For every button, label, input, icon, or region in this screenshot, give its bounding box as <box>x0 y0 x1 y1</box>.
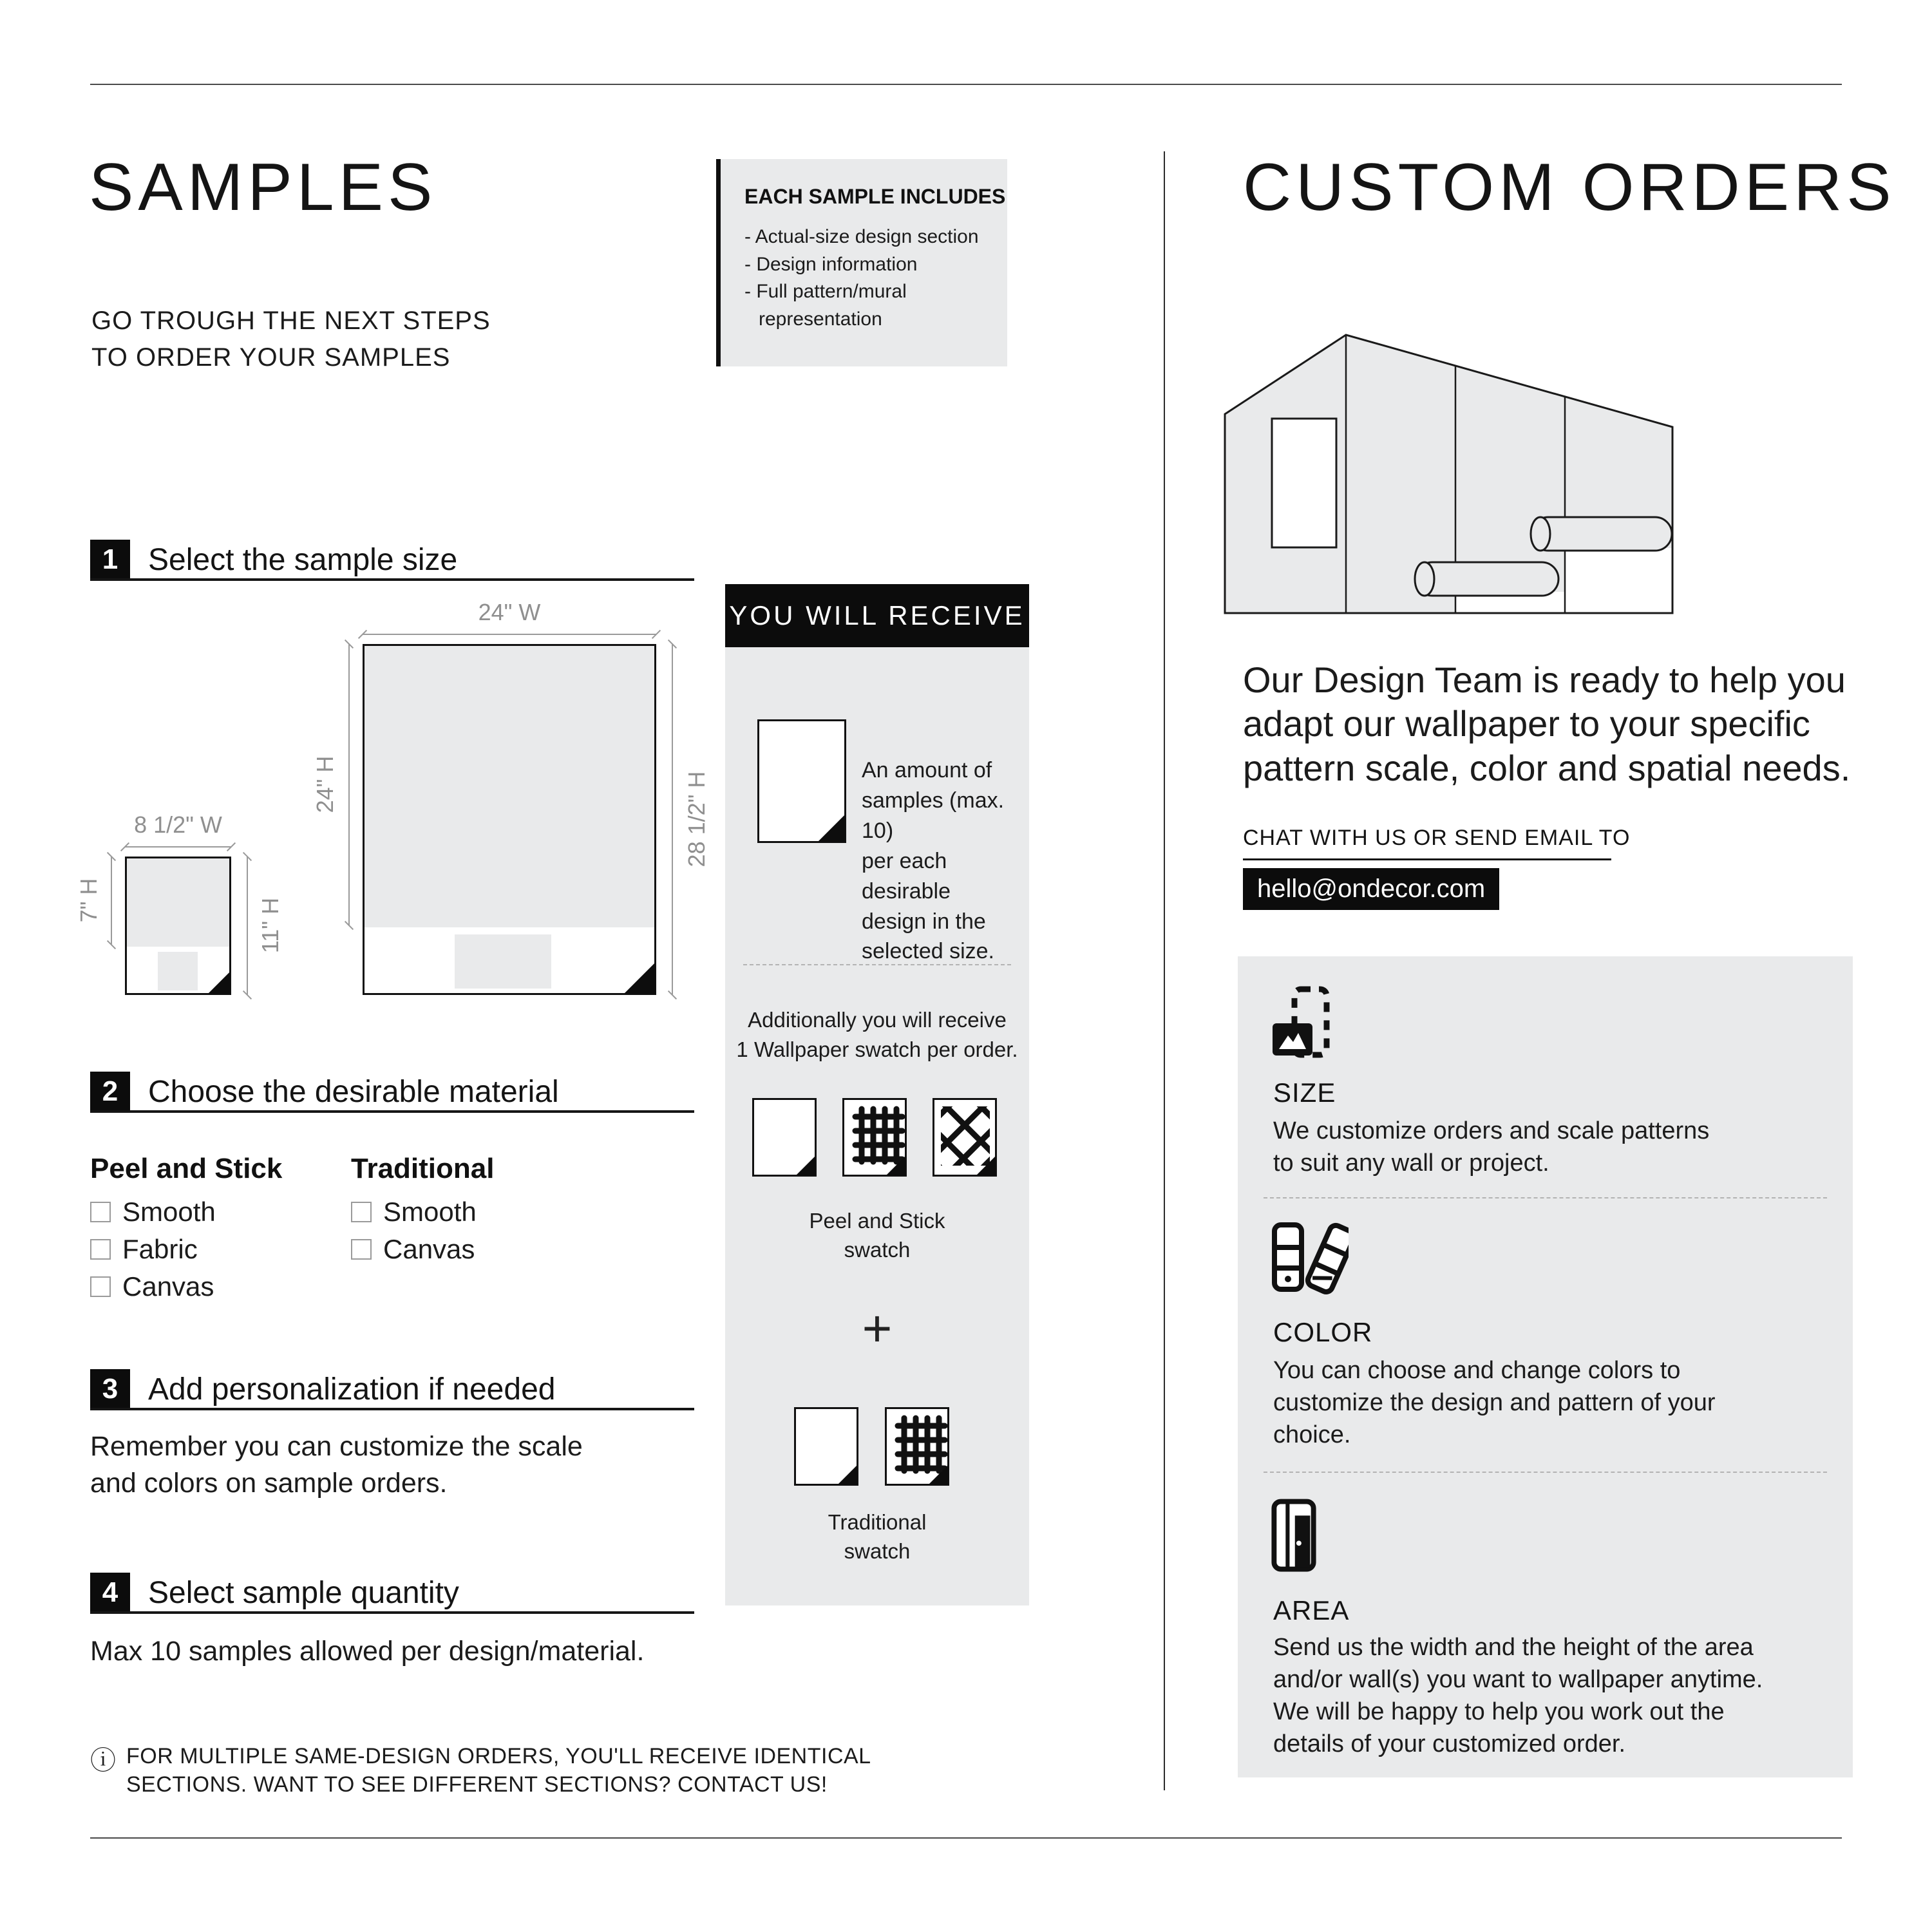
footnote-line1: FOR MULTIPLE SAME-DESIGN ORDERS, YOU'LL RECEIVE IDENTICAL <box>126 1744 871 1768</box>
large-sample-height-full-dimension <box>672 644 673 995</box>
step-3-underline <box>90 1408 694 1410</box>
checkbox-icon[interactable] <box>351 1202 372 1222</box>
window <box>1272 419 1336 547</box>
feature-size-title: SIZE <box>1273 1077 1336 1108</box>
small-sample-diagram <box>125 857 231 995</box>
step-4-underline <box>90 1611 694 1614</box>
samples-intro-line1: GO TROUGH THE NEXT STEPS <box>91 307 491 335</box>
fold-corner-icon <box>929 1465 948 1484</box>
large-sample-width-dimension <box>363 634 656 635</box>
option-peel-canvas <box>90 1271 214 1302</box>
small-sample-height-partial-label: 7" H <box>75 878 102 923</box>
includes-title: EACH SAMPLE INCLUDES <box>744 185 1006 208</box>
small-sample-height-full-dimension <box>247 857 248 995</box>
large-sample-height-partial-dimension <box>348 644 350 925</box>
samples-title: SAMPLES <box>89 150 437 225</box>
samples-amount-line: per each desirable <box>862 848 951 904</box>
contact-label: CHAT WITH US OR SEND EMAIL TO <box>1243 826 1631 850</box>
large-sample-peek-sheet <box>455 934 551 989</box>
additional-text-line1: Additionally you will receive <box>748 1008 1007 1032</box>
peel-swatch-label-line1: Peel and Stick <box>809 1209 945 1233</box>
small-sample-peek-sheet <box>158 952 198 990</box>
small-sample-height-partial-dimension <box>111 857 112 945</box>
samples-amount-line: design in the <box>862 909 986 934</box>
swatch-canvas-grid-icon <box>885 1407 949 1486</box>
fold-corner-icon <box>796 1156 815 1175</box>
option-label: Smooth <box>122 1197 216 1227</box>
house-wallpaper-illustration <box>1224 332 1674 615</box>
large-sample-height-partial-label: 24" H <box>312 755 338 813</box>
custom-orders-title: CUSTOM ORDERS <box>1243 150 1896 225</box>
samples-amount-line: An amount of <box>862 758 992 782</box>
additional-text-line2: 1 Wallpaper swatch per order. <box>736 1037 1018 1061</box>
step-1-title: Select the sample size <box>148 543 458 577</box>
small-sample-width-label: 8 1/2" W <box>134 811 222 838</box>
fold-corner-icon <box>208 972 230 994</box>
dashed-divider <box>1264 1472 1827 1473</box>
column-divider <box>1164 151 1165 1790</box>
step-4-title: Select sample quantity <box>148 1576 459 1610</box>
you-will-receive-panel <box>725 647 1029 1605</box>
wall-door-icon <box>1271 1499 1316 1572</box>
large-sample-width-label: 24" W <box>478 599 541 625</box>
footnote-line2: SECTIONS. WANT TO SEE DIFFERENT SECTIONS? CONTACT US! <box>126 1772 828 1797</box>
color-swatches-icon <box>1271 1222 1349 1296</box>
info-icon: ⓘ <box>90 1747 116 1775</box>
contact-underline <box>1243 858 1611 860</box>
step-1-badge: 1 <box>90 540 130 580</box>
small-sample-design-area <box>127 858 229 947</box>
plus-icon: + <box>862 1300 893 1357</box>
top-rule <box>90 84 1842 85</box>
large-sample-height-full-label: 28 1/2" H <box>683 771 710 867</box>
large-sample-diagram <box>363 644 656 995</box>
checkbox-icon[interactable] <box>90 1202 111 1222</box>
feature-area-text: Send us the width and the height of the area and/or wall(s) you want to wallpaper anytime. We will be happy to help you work out the details of your customized order. <box>1273 1634 1763 1758</box>
includes-item: - Design information <box>744 253 918 275</box>
option-label: Smooth <box>383 1197 477 1227</box>
large-sample-design-area <box>365 646 654 927</box>
fold-corner-icon <box>976 1156 996 1175</box>
option-label: Fabric <box>122 1234 198 1264</box>
option-traditional-canvas <box>351 1234 475 1265</box>
small-sample-height-full-label: 11" H <box>257 897 283 954</box>
dashed-divider <box>1264 1197 1827 1198</box>
step-4-note: Max 10 samples allowed per design/material. <box>90 1636 645 1667</box>
includes-item: - Actual-size design section <box>744 226 979 247</box>
bottom-rule <box>90 1837 1842 1839</box>
custom-features-panel <box>1238 956 1853 1777</box>
fold-corner-icon <box>624 963 655 994</box>
traditional-swatch-label-line1: Traditional <box>828 1510 927 1534</box>
dashed-divider <box>743 964 1011 965</box>
option-peel-smooth <box>90 1197 216 1227</box>
step-3-badge: 3 <box>90 1369 130 1409</box>
checkbox-icon[interactable] <box>90 1276 111 1297</box>
swatch-canvas-crosshatch-icon <box>933 1098 997 1177</box>
swatch-smooth-icon <box>752 1098 817 1177</box>
size-crop-icon <box>1271 986 1342 1058</box>
fold-corner-icon <box>838 1465 857 1484</box>
swatch-smooth-icon <box>794 1407 858 1486</box>
sample-sheet-icon <box>757 719 846 843</box>
material-traditional-title: Traditional <box>351 1153 495 1184</box>
includes-list <box>744 223 1001 333</box>
option-label: Canvas <box>383 1234 475 1264</box>
peel-swatch-label-line2: swatch <box>844 1238 911 1262</box>
option-peel-fabric <box>90 1234 198 1265</box>
step-1-underline <box>90 578 694 581</box>
includes-item: - Full pattern/mural representation <box>744 281 907 330</box>
feature-color-text: You can choose and change colors to customize the design and pattern of your choice. <box>1273 1357 1716 1449</box>
samples-amount-line: samples (max. 10) <box>862 788 1005 843</box>
feature-area-title: AREA <box>1273 1595 1350 1625</box>
traditional-swatch-label-line2: swatch <box>844 1539 911 1563</box>
option-label: Canvas <box>122 1271 214 1302</box>
step-3-note: Remember you can customize the scale and colors on sample orders. <box>90 1431 583 1499</box>
step-2-underline <box>90 1110 694 1113</box>
step-3-title: Add personalization if needed <box>148 1372 556 1406</box>
step-2-title: Choose the desirable material <box>148 1075 559 1109</box>
you-will-receive-header: YOU WILL RECEIVE <box>725 584 1029 647</box>
samples-intro <box>91 303 491 376</box>
swatch-fabric-grid-icon <box>842 1098 907 1177</box>
step-4-badge: 4 <box>90 1573 130 1613</box>
checkbox-icon[interactable] <box>90 1239 111 1260</box>
material-peel-title: Peel and Stick <box>90 1153 283 1184</box>
option-traditional-smooth <box>351 1197 477 1227</box>
email-address[interactable]: hello@ondecor.com <box>1243 868 1499 910</box>
step-2-badge: 2 <box>90 1072 130 1112</box>
includes-accent-bar <box>716 159 721 366</box>
each-sample-includes-box <box>716 159 1007 366</box>
samples-amount-line: selected size. <box>862 939 994 964</box>
samples-amount-text <box>862 755 1029 967</box>
feature-color-title: COLOR <box>1273 1317 1373 1347</box>
checkbox-icon[interactable] <box>351 1239 372 1260</box>
small-sample-width-dimension <box>125 846 231 848</box>
custom-orders-paragraph: Our Design Team is ready to help you adapt our wallpaper to your specific pattern scale, color and spatial needs. <box>1243 659 1851 788</box>
feature-size-text: We customize orders and scale patterns to suit any wall or project. <box>1273 1117 1710 1177</box>
samples-intro-line2: TO ORDER YOUR SAMPLES <box>91 343 451 372</box>
fold-corner-icon <box>886 1156 905 1175</box>
fold-corner-icon <box>818 815 845 842</box>
